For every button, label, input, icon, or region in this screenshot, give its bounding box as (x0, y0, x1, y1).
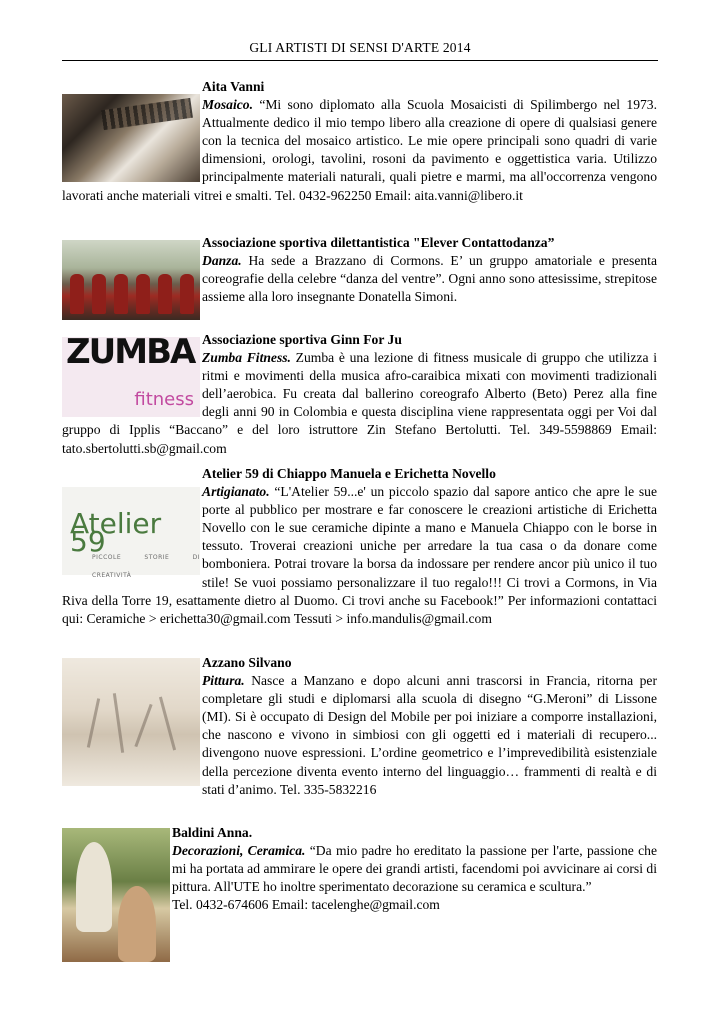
artist-category: Artigianato. (202, 484, 270, 500)
zumba-logo-subtext: fitness (134, 388, 194, 410)
artist-description: “L'Atelier 59...e' un piccolo spazio dal sapore antico che apre le sue porte al pubblico per mostrare e far conoscere le creazioni artistiche di Erichetta Novello con le sue ceramiche dipinte a mano e Manuela Chiappo con le borse in tessuto. Troverai creazioni uniche per arredare la tua casa o da donare come bomboniera. Potrai trovare la borsa da indossare per rendere ancor più unico il tuo stile! Se vuoi possiamo personalizzare il tuo regalo!!! Ci trovi a Cormons, in Via Riva della Torre 19, esattamente dietro al Duomo. Ci trovi anche su Facebook!” Per informazioni contattaci qui: Ceramiche > erichetta30@gmail.com Tessuti > info.mandulis@gmail.com (62, 484, 657, 626)
painting-photo (62, 658, 200, 786)
artist-photo (62, 828, 170, 962)
sketch-stroke (159, 697, 176, 751)
person-figure (118, 886, 156, 962)
artist-entry-azzano-silvano (62, 654, 657, 799)
dancer-figure (158, 274, 172, 314)
zumba-logo-text: ZUMBA (66, 332, 195, 372)
artist-name: Azzano Silvano (202, 655, 292, 670)
atelier-logo (62, 487, 200, 580)
page-title: GLI ARTISTI DI SENSI D'ARTE 2014 (249, 40, 471, 55)
dancer-figure (114, 274, 128, 314)
dancers-photo (62, 240, 200, 320)
artist-description: Ha sede a Brazzano di Cormons. E’ un gruppo amatoriale e presenta coreografie della celebre “danza del ventre”. Ogni anno sono attesissime, strepitose assieme alla loro insegnante Donatella Simoni. (202, 253, 657, 305)
mosaic-photo (62, 94, 200, 182)
artist-description: “Da mio padre ho ereditato la passione per l'arte, passione che mi ha portata ad ammirare le opere dei grandi artisti, facendomi poi avvicinare ai corsi di pittura. All'UTE ho inoltre sperimentato decorazione su ceramica e scultura.” (172, 843, 657, 895)
artist-description: Zumba è una lezione di fitness musicale di gruppo che utilizza i ritmi e movimenti della musica afro-caraibica mixati con movimenti tradizionali dell’aerobica. Fu creata dal ballerino coreografo Alberto (Beto) Perez alla fine degli anni 90 in Colombia e questa disciplina viene rappresentata oggi per Voi dal gruppo di Ipplis “Baccano” e del loro istruttore Zin Stefano Bertolutti. Tel. 349-5598869 Email: tato.sbertolutti.sb@gmail.com (62, 350, 657, 456)
dancer-figure (70, 274, 84, 314)
artist-name: Baldini Anna. (172, 825, 253, 840)
artist-category: Zumba Fitness. (202, 350, 291, 366)
artist-category: Mosaico. (202, 97, 253, 113)
artist-name: Atelier 59 di Chiappo Manuela e Erichetta Novello (202, 466, 496, 481)
dancer-figure (180, 274, 194, 314)
artist-entry-ginn-for-ju (62, 331, 657, 458)
artist-name: Associazione sportiva Ginn For Ju (202, 332, 402, 347)
atelier-logo-text: Atelier 59 (70, 507, 162, 559)
artist-entry-aita-vanni (62, 78, 657, 205)
artist-name: Aita Vanni (202, 79, 265, 94)
person-figure (76, 842, 112, 932)
zumba-logo (62, 332, 200, 417)
header-divider (62, 60, 658, 61)
dancer-figure (92, 274, 106, 314)
sketch-stroke (113, 693, 124, 753)
artist-name: Associazione sportiva dilettantistica "Elever Contattodanza” (202, 235, 555, 250)
artist-category: Decorazioni, Ceramica. (172, 843, 306, 859)
artist-entry-atelier-59 (62, 465, 657, 628)
artist-category: Danza. (202, 253, 242, 269)
artist-description: “Mi sono diplomato alla Scuola Mosaicisti di Spilimbergo nel 1973. Attualmente dedico il mio tempo libero alla creazione di opere di qualsiasi genere con la tecnica del mosaico artistico. Le mie opere principali sono quadri di varie dimensioni, orologi, tavolini, rosoni da pavimento e oggettistica varia. Utilizzo principalmente materiali naturali, quali pietre e marmi, ma all'occorrenza vengono lavorati anche materiali vitrei e smalti. Tel. 0432-962250 Email: aita.vanni@libero.it (62, 97, 657, 203)
artist-entry-elever (62, 234, 657, 320)
artist-entry-baldini-anna (62, 824, 657, 962)
mosaic-tiles-graphic (101, 98, 193, 130)
atelier-logo-subtext: PICCOLE STORIE DI CREATIVITÀ (92, 554, 200, 580)
dancer-figure (136, 274, 150, 314)
artist-category: Pittura. (202, 673, 245, 689)
sketch-stroke (87, 698, 100, 748)
artist-contact: Tel. 0432-674606 Email: tacelenghe@gmail.com (172, 897, 440, 913)
artist-description: Nasce a Manzano e dopo alcuni anni trascorsi in Francia, ritorna per completare gli studi e diplomarsi alla scuola di disegno “G.Meroni” di Lissone (MI). Si è occupato di Design del Mobile per poi iniziare a comporre installazioni, che nascono e vivono in simbiosi con gli oggetti ed i materiali di recupero... divengono nuove espressioni. L’ordine geometrico e l’imprevedibilità esistenziale della percezione diventa evento interno del linguaggio… frammenti di realtà e di stati d’animo. Tel. 335-5832216 (202, 673, 657, 797)
sketch-stroke (134, 704, 152, 747)
